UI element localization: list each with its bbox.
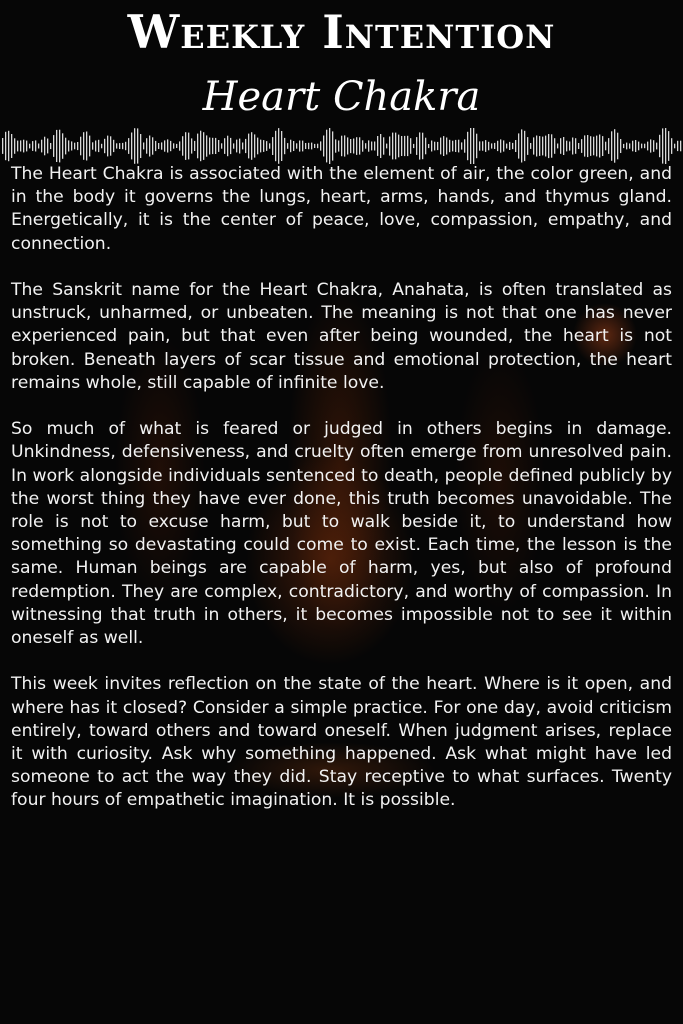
soundwave-bar bbox=[608, 138, 609, 154]
soundwave-bar bbox=[101, 144, 102, 149]
soundwave-bar bbox=[260, 140, 261, 153]
soundwave-bar bbox=[479, 141, 480, 150]
soundwave-bar bbox=[215, 138, 216, 154]
soundwave-bar bbox=[218, 140, 219, 152]
soundwave-bar bbox=[83, 132, 84, 160]
soundwave-bar bbox=[314, 144, 315, 148]
soundwave-bar bbox=[344, 135, 345, 156]
soundwave-bar bbox=[578, 143, 579, 149]
soundwave-bar bbox=[632, 141, 633, 152]
soundwave-bar bbox=[425, 138, 426, 155]
soundwave-bar bbox=[653, 140, 654, 152]
soundwave-bar bbox=[26, 141, 27, 152]
soundwave-bar bbox=[593, 137, 594, 156]
soundwave-bar bbox=[296, 143, 297, 148]
soundwave-bar bbox=[116, 143, 117, 148]
soundwave-bar bbox=[173, 143, 174, 148]
soundwave-bar bbox=[371, 142, 372, 151]
soundwave-bar bbox=[590, 136, 591, 156]
page-subtitle: Heart Chakra bbox=[202, 74, 481, 120]
soundwave-bar bbox=[404, 136, 405, 156]
soundwave-bar bbox=[302, 141, 303, 152]
soundwave-bar bbox=[74, 143, 75, 150]
soundwave-bar bbox=[86, 132, 87, 161]
soundwave-bar bbox=[500, 139, 501, 152]
soundwave-bar bbox=[284, 138, 285, 154]
soundwave-bar bbox=[242, 143, 243, 150]
soundwave-bar bbox=[233, 143, 234, 148]
soundwave-bar bbox=[524, 131, 525, 161]
soundwave-bar bbox=[392, 133, 393, 160]
soundwave-bar bbox=[611, 131, 612, 161]
soundwave-bar bbox=[5, 132, 6, 160]
soundwave-bar bbox=[110, 136, 111, 155]
soundwave-bar bbox=[560, 138, 561, 154]
soundwave-bar bbox=[200, 131, 201, 162]
soundwave-bar bbox=[122, 143, 123, 149]
soundwave-bar bbox=[539, 136, 540, 156]
paragraph-weekly-practice: This week invites reflection on the state of the heart. Where is it open, and where has it closed? Consider a simple practice. For one day, avoid criticism entirely, toward others and toward oneself. When judgment arises, replace it with curiosity. Ask why something happened. Ask what might have led someone to act the way they did. Stay receptive to what surfaces. Twenty four hours of empathetic imagination. It is possible. bbox=[11, 674, 672, 811]
soundwave-bar bbox=[23, 140, 24, 153]
soundwave-bar bbox=[158, 143, 159, 149]
soundwave-bar bbox=[221, 143, 222, 148]
soundwave-bar bbox=[674, 144, 675, 149]
soundwave-bar bbox=[44, 137, 45, 156]
soundwave-bar bbox=[191, 138, 192, 153]
soundwave-bar bbox=[629, 143, 630, 148]
paragraph-element-of-air: The Heart Chakra is associated with the element of air, the color green, and in the body it governs the lungs, heart, arms, hands, and thymus gland. Energetically, it is the center of peace, love, compassion, empathy, and connection. bbox=[11, 164, 672, 254]
soundwave-bar bbox=[476, 134, 477, 159]
soundwave-bar bbox=[380, 134, 381, 158]
soundwave-bar bbox=[515, 140, 516, 152]
soundwave-bar bbox=[155, 141, 156, 151]
soundwave-bar bbox=[446, 138, 447, 155]
body-text bbox=[11, 163, 672, 813]
soundwave-bar bbox=[308, 143, 309, 149]
soundwave-bar bbox=[89, 136, 90, 157]
soundwave-bar bbox=[482, 141, 483, 150]
soundwave-bar bbox=[188, 133, 189, 160]
soundwave-bar bbox=[326, 130, 327, 163]
soundwave-bar bbox=[17, 141, 18, 152]
soundwave-bar bbox=[332, 131, 333, 160]
soundwave-bar bbox=[98, 140, 99, 152]
soundwave-bar bbox=[287, 143, 288, 149]
soundwave-bar bbox=[554, 138, 555, 154]
soundwave-bar bbox=[134, 128, 135, 164]
soundwave-bar bbox=[266, 141, 267, 151]
soundwave-bar bbox=[359, 137, 360, 154]
soundwave-bar bbox=[32, 141, 33, 151]
soundwave-bar bbox=[179, 141, 180, 150]
soundwave-bar bbox=[230, 138, 231, 154]
soundwave-bar bbox=[641, 144, 642, 149]
soundwave-bar bbox=[152, 137, 153, 154]
soundwave-bar bbox=[677, 141, 678, 151]
soundwave-bar bbox=[299, 141, 300, 152]
soundwave-bar bbox=[680, 141, 681, 152]
soundwave-bar bbox=[644, 144, 645, 149]
soundwave-bar bbox=[119, 143, 120, 149]
soundwave-bar bbox=[617, 133, 618, 160]
soundwave-bar bbox=[401, 136, 402, 156]
soundwave-bar bbox=[572, 138, 573, 155]
soundwave-bar bbox=[62, 133, 63, 159]
soundwave-bar bbox=[551, 134, 552, 157]
soundwave-bar bbox=[290, 140, 291, 153]
soundwave-bar bbox=[458, 140, 459, 153]
soundwave-bar bbox=[545, 136, 546, 157]
soundwave-bar bbox=[323, 136, 324, 157]
soundwave-bar bbox=[251, 132, 252, 160]
soundwave-bar bbox=[320, 141, 321, 150]
soundwave-bar bbox=[170, 141, 171, 151]
soundwave-bar bbox=[353, 139, 354, 154]
soundwave-bar bbox=[146, 138, 147, 154]
soundwave-bar bbox=[71, 141, 72, 150]
soundwave-bar bbox=[38, 144, 39, 149]
soundwave-bar bbox=[389, 137, 390, 156]
soundwave-bar bbox=[68, 140, 69, 151]
soundwave-bar bbox=[575, 138, 576, 154]
soundwave-bar bbox=[410, 138, 411, 154]
soundwave-bar bbox=[557, 144, 558, 149]
soundwave-bar bbox=[443, 136, 444, 156]
soundwave-bar bbox=[671, 138, 672, 154]
soundwave-bar bbox=[2, 138, 3, 154]
soundwave-bar bbox=[293, 141, 294, 151]
soundwave-bar bbox=[599, 135, 600, 158]
soundwave-bar bbox=[227, 136, 228, 157]
soundwave-bar bbox=[77, 142, 78, 150]
soundwave-bar bbox=[488, 142, 489, 151]
soundwave-bar bbox=[176, 144, 177, 148]
page-title: Weekly Intention bbox=[127, 5, 556, 59]
soundwave-bar bbox=[41, 140, 42, 153]
soundwave-bar bbox=[338, 141, 339, 152]
soundwave-bar bbox=[107, 136, 108, 157]
soundwave-bar bbox=[104, 139, 105, 153]
soundwave-bar bbox=[209, 138, 210, 155]
soundwave-bar bbox=[194, 141, 195, 151]
soundwave-bar bbox=[254, 134, 255, 157]
soundwave-bar bbox=[224, 138, 225, 154]
soundwave-bar bbox=[431, 141, 432, 152]
soundwave-bar bbox=[80, 137, 81, 156]
soundwave-bar bbox=[596, 136, 597, 157]
soundwave-bar bbox=[131, 133, 132, 160]
soundwave-bar bbox=[329, 128, 330, 164]
soundwave-bar bbox=[635, 140, 636, 152]
soundwave-bar bbox=[11, 134, 12, 158]
soundwave-bar bbox=[350, 139, 351, 153]
soundwave-bar bbox=[581, 139, 582, 153]
soundwave-bar bbox=[437, 142, 438, 150]
soundwave-bar bbox=[530, 143, 531, 149]
soundwave-bar bbox=[245, 139, 246, 153]
soundwave-bar bbox=[428, 144, 429, 148]
soundwave-bar bbox=[407, 136, 408, 156]
soundwave-bar bbox=[419, 132, 420, 159]
soundwave-bar bbox=[548, 134, 549, 158]
soundwave-bar bbox=[413, 144, 414, 148]
soundwave-bar bbox=[59, 130, 60, 163]
soundwave-bar bbox=[14, 138, 15, 154]
soundwave-bar bbox=[50, 143, 51, 149]
soundwave-bar bbox=[614, 129, 615, 163]
soundwave-bar bbox=[509, 142, 510, 150]
soundwave-bar bbox=[464, 139, 465, 152]
soundwave-bar bbox=[185, 132, 186, 160]
soundwave-bar bbox=[506, 144, 507, 149]
soundwave-bar bbox=[281, 131, 282, 161]
soundwave-bar bbox=[53, 135, 54, 157]
soundwave-divider bbox=[0, 128, 683, 164]
soundwave-bar bbox=[485, 140, 486, 152]
soundwave-bar bbox=[143, 143, 144, 150]
soundwave-bar bbox=[161, 142, 162, 149]
soundwave-bar bbox=[137, 128, 138, 163]
soundwave-bar bbox=[125, 142, 126, 150]
paragraph-anahata: The Sanskrit name for the Heart Chakra, Anahata, is often translated as unstruck, unharmed, or unbeaten. The meaning is not that one has never experienced pain, but that even after being wounded, the heart is not broken. Beneath layers of scar tissue and emotional protection, the heart remains whole, still capable of infinite love. bbox=[11, 280, 672, 393]
soundwave-bar bbox=[182, 136, 183, 156]
soundwave-bar bbox=[422, 133, 423, 160]
soundwave-bar bbox=[542, 137, 543, 156]
soundwave-bar bbox=[377, 136, 378, 156]
soundwave-bar bbox=[587, 135, 588, 157]
soundwave-bar bbox=[497, 141, 498, 151]
soundwave-bar bbox=[650, 139, 651, 152]
soundwave-bar bbox=[368, 140, 369, 151]
soundwave-bar bbox=[305, 143, 306, 149]
soundwave-bar bbox=[455, 140, 456, 152]
soundwave-bar bbox=[491, 143, 492, 148]
soundwave-bar bbox=[356, 137, 357, 155]
soundwave-bar bbox=[257, 138, 258, 155]
soundwave-bar bbox=[203, 132, 204, 160]
soundwave-bar bbox=[362, 140, 363, 151]
soundwave-bar bbox=[623, 144, 624, 148]
soundwave-bar bbox=[92, 142, 93, 149]
soundwave-bar bbox=[440, 138, 441, 155]
soundwave-bar bbox=[140, 134, 141, 158]
soundwave-bar bbox=[317, 144, 318, 149]
soundwave-bar bbox=[347, 137, 348, 154]
soundwave-bar bbox=[569, 142, 570, 151]
soundwave-bar bbox=[602, 136, 603, 156]
soundwave-bar bbox=[56, 130, 57, 162]
soundwave-bar bbox=[656, 143, 657, 150]
soundwave-bar bbox=[395, 133, 396, 160]
soundwave-bar bbox=[416, 137, 417, 155]
soundwave-bar bbox=[533, 137, 534, 154]
soundwave-bar bbox=[503, 140, 504, 151]
soundwave-bar bbox=[518, 133, 519, 158]
soundwave-bar bbox=[620, 139, 621, 153]
soundwave-bar bbox=[65, 138, 66, 155]
soundwave-bar bbox=[383, 137, 384, 154]
soundwave-bar bbox=[269, 143, 270, 148]
soundwave-bar bbox=[35, 140, 36, 151]
soundwave-bar bbox=[263, 140, 264, 152]
soundwave-bar bbox=[20, 140, 21, 151]
soundwave-bar bbox=[512, 143, 513, 149]
soundwave-bar bbox=[212, 138, 213, 154]
soundwave-bar bbox=[521, 129, 522, 162]
soundwave-bar bbox=[275, 131, 276, 161]
soundwave-bar bbox=[638, 142, 639, 151]
soundwave-bar bbox=[47, 139, 48, 154]
soundwave-bar bbox=[8, 131, 9, 161]
paragraph-compassion: So much of what is feared or judged in others begins in damage. Unkindness, defensiveness, and cruelty often emerge from unresolved pain. In work alongside individuals sentenced to death, people defined publicly by the worst thing they have ever done, this truth becomes unavoidable. The role is not to excuse harm, but to walk beside it, to understand how something so devastating could come to exist. Each time, the lesson is the same. Human beings are capable of harm, yes, but also of profound redemption. They are complex, contradictory, and worthy of compassion. In witnessing that truth in others, it becomes impossible not to see it within oneself as well. bbox=[11, 419, 672, 649]
soundwave-bar bbox=[527, 137, 528, 155]
soundwave-bar bbox=[470, 128, 471, 164]
soundwave-bar bbox=[434, 142, 435, 151]
soundwave-bar bbox=[449, 140, 450, 152]
soundwave-bar bbox=[626, 143, 627, 150]
soundwave-bar bbox=[248, 134, 249, 159]
soundwave-bar bbox=[386, 144, 387, 149]
soundwave-bar bbox=[668, 131, 669, 161]
soundwave-bar bbox=[236, 140, 237, 153]
soundwave-bar bbox=[374, 142, 375, 151]
soundwave-bar bbox=[311, 143, 312, 150]
soundwave-bar bbox=[461, 142, 462, 149]
soundwave-bar bbox=[563, 137, 564, 155]
soundwave-bar bbox=[536, 136, 537, 157]
soundwave-bar bbox=[659, 135, 660, 157]
soundwave-bar bbox=[164, 140, 165, 151]
soundwave-bar bbox=[239, 139, 240, 154]
soundwave-bar bbox=[566, 141, 567, 152]
soundwave-bar bbox=[341, 136, 342, 157]
soundwave-bar bbox=[167, 139, 168, 152]
soundwave-bar bbox=[398, 135, 399, 158]
soundwave-bar bbox=[473, 128, 474, 164]
soundwave-bar bbox=[149, 136, 150, 157]
soundwave-bar bbox=[662, 128, 663, 163]
soundwave-bar bbox=[197, 134, 198, 159]
soundwave-bar bbox=[278, 128, 279, 164]
soundwave-bar bbox=[494, 143, 495, 149]
soundwave-bar bbox=[452, 141, 453, 152]
soundwave-bar bbox=[605, 142, 606, 151]
soundwave-bar bbox=[95, 141, 96, 152]
soundwave-bar bbox=[365, 143, 366, 149]
soundwave-bar bbox=[128, 138, 129, 154]
soundwave-bar bbox=[665, 128, 666, 164]
soundwave-bar bbox=[647, 142, 648, 151]
soundwave-bar bbox=[335, 139, 336, 152]
soundwave-bar bbox=[113, 140, 114, 152]
soundwave-bar bbox=[584, 135, 585, 156]
soundwave-bar bbox=[29, 144, 30, 149]
soundwave-bar bbox=[206, 135, 207, 156]
soundwave-bar bbox=[467, 132, 468, 160]
soundwave-bar bbox=[272, 137, 273, 155]
